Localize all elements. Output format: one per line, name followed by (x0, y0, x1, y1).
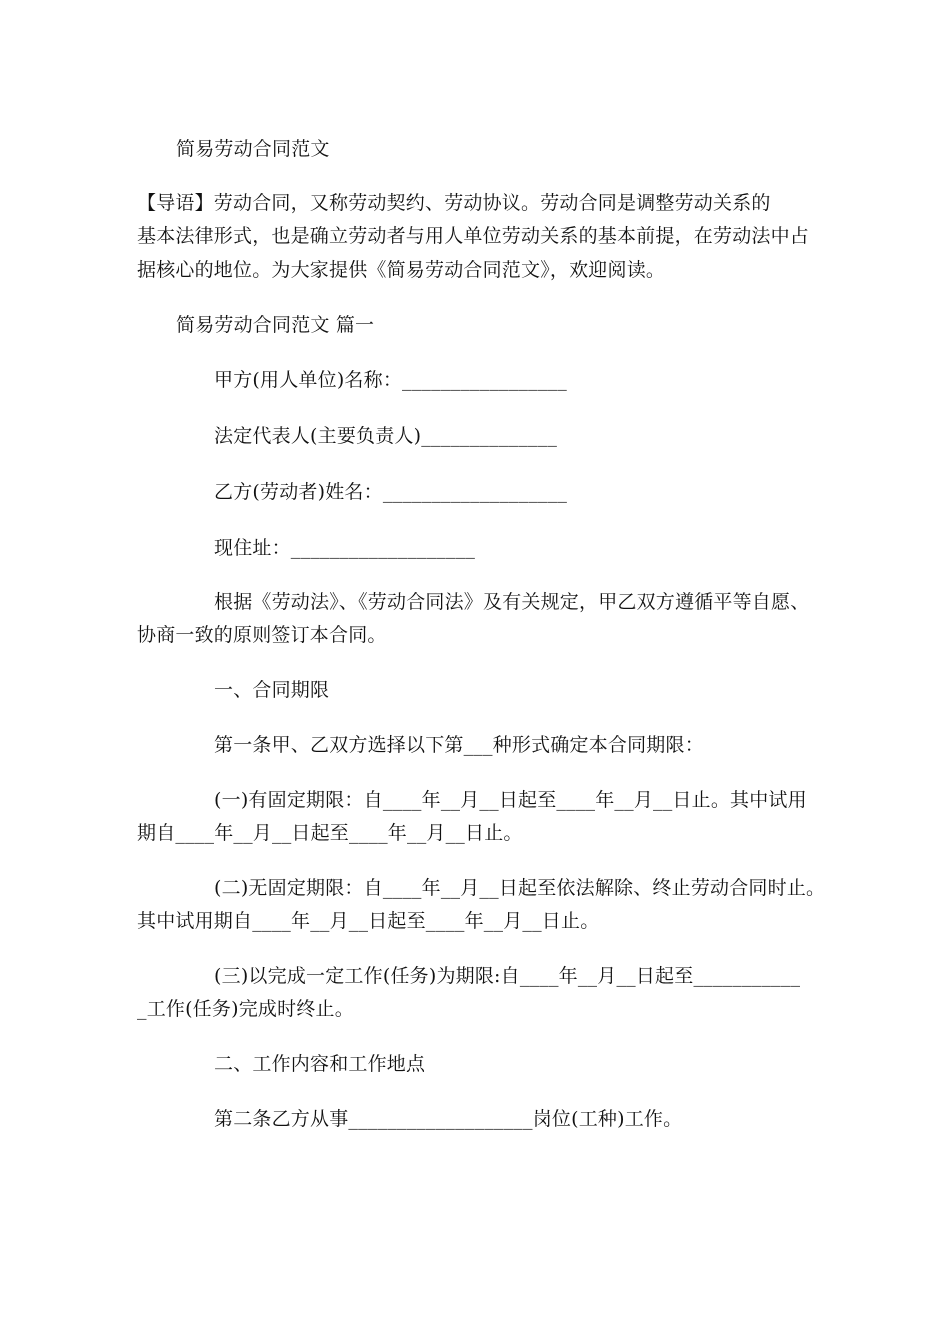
article-2: 第二条乙方从事___________________岗位(工种)工作。 (214, 1108, 683, 1130)
basis-line-2: 协商一致的原则签订本合同。 (137, 624, 387, 646)
clause-2-line-1: (二)无固定期限：自____年__月__日起至依法解除、终止劳动合同时止。 (214, 877, 826, 899)
intro-line-3: 据核心的地位。为大家提供《简易劳动合同范文》，欢迎阅读。 (137, 259, 666, 281)
clause-3-line-2: _工作(任务)完成时终止。 (137, 998, 354, 1020)
section-heading: 简易劳动合同范文 篇一 (176, 314, 375, 336)
article-1: 第一条甲、乙双方选择以下第___种形式确定本合同期限： (214, 734, 704, 756)
clause-3-line-1: (三)以完成一定工作(任务)为期限:自____年__月__日起至___________ (214, 965, 801, 987)
current-address-field: 现住址：___________________ (214, 537, 476, 559)
intro-line-1: 【导语】劳动合同，又称劳动契约、劳动协议。劳动合同是调整劳动关系的 (137, 192, 771, 214)
party-b-name-field: 乙方(劳动者)姓名：___________________ (214, 481, 568, 503)
clause-1-line-2: 期自____年__月__日起至____年__月__日止。 (137, 822, 523, 844)
document-title: 简易劳动合同范文 (176, 138, 330, 160)
clause-2-line-2: 其中试用期自____年__月__日起至____年__月__日止。 (137, 910, 600, 932)
heading-contract-term: 一、合同期限 (214, 679, 330, 701)
heading-work-content: 二、工作内容和工作地点 (214, 1053, 426, 1075)
legal-representative-field: 法定代表人(主要负责人)______________ (214, 425, 558, 447)
intro-line-2: 基本法律形式，也是确立劳动者与用人单位劳动关系的基本前提，在劳动法中占 (137, 225, 810, 247)
basis-line-1: 根据《劳动法》、《劳动合同法》及有关规定，甲乙双方遵循平等自愿、 (214, 591, 810, 613)
clause-1-line-1: (一)有固定期限：自____年__月__日起至____年__月__日止。其中试用 (214, 789, 807, 811)
party-a-name-field: 甲方(用人单位)名称：_________________ (214, 369, 567, 391)
